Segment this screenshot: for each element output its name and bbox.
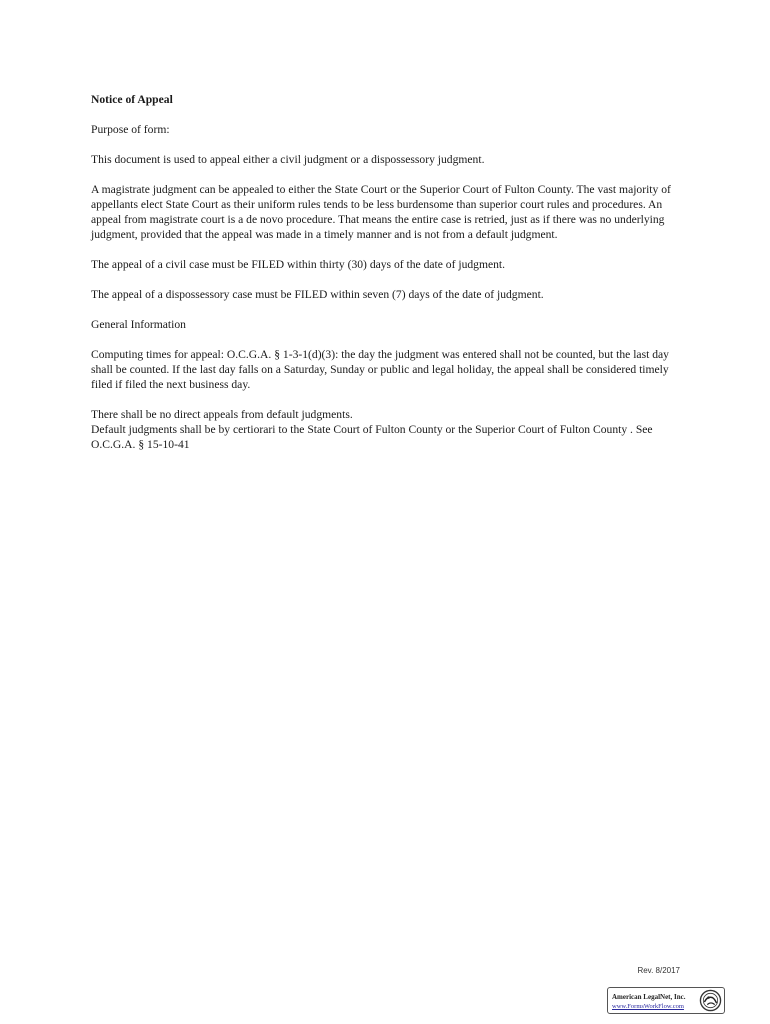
publisher-url-link[interactable]: www.FormsWorkFlow.com — [612, 1003, 684, 1010]
general-information-heading: General Information — [91, 318, 186, 331]
globe-seal-icon — [699, 989, 722, 1012]
revision-date: Rev. 8/2017 — [637, 966, 680, 975]
paragraph-purpose: This document is used to appeal either a civil judgment or a dispossessory judgment. — [91, 153, 485, 166]
document-body — [91, 92, 691, 467]
paragraph-computing-times: Computing times for appeal: O.C.G.A. § 1-3-1(d)(3): the day the judgment was entered shall not be counted, but the last day shall be counted. If the last day falls on a Saturday, Sunday or public and legal holiday, the appeal shall be considered timely filed if filed the next business day. — [91, 348, 669, 391]
publisher-badge[interactable] — [607, 987, 725, 1014]
paragraph-civil-deadline: The appeal of a civil case must be FILED within thirty (30) days of the date of judgment. — [91, 258, 506, 271]
paragraph-magistrate-appeal: A magistrate judgment can be appealed to either the State Court or the Superior Court of Fulton County. The vast majority of appellants elect State Court as their uniform rules tends to be less burdensome than superior court rules and procedures. An appeal from magistrate court is a de novo procedure. That means the entire case is retried, just as if there was no underlying judgment, provided that the appeal was made in a timely manner and is not from a default judgment. — [91, 183, 671, 241]
paragraph-dispossessory-deadline: The appeal of a dispossessory case must be FILED within seven (7) days of the date of judgment. — [91, 288, 544, 301]
publisher-name: American LegalNet, Inc. — [612, 993, 686, 1001]
document-title: Notice of Appeal — [91, 93, 173, 106]
default-appeal-line: There shall be no direct appeals from default judgments. — [91, 408, 353, 421]
purpose-label: Purpose of form: — [91, 123, 170, 136]
default-certiorari-line: Default judgments shall be by certiorari to the State Court of Fulton County or the Superior Court of Fulton County . See O.C.G.A. § 15-10-41 — [91, 423, 653, 451]
